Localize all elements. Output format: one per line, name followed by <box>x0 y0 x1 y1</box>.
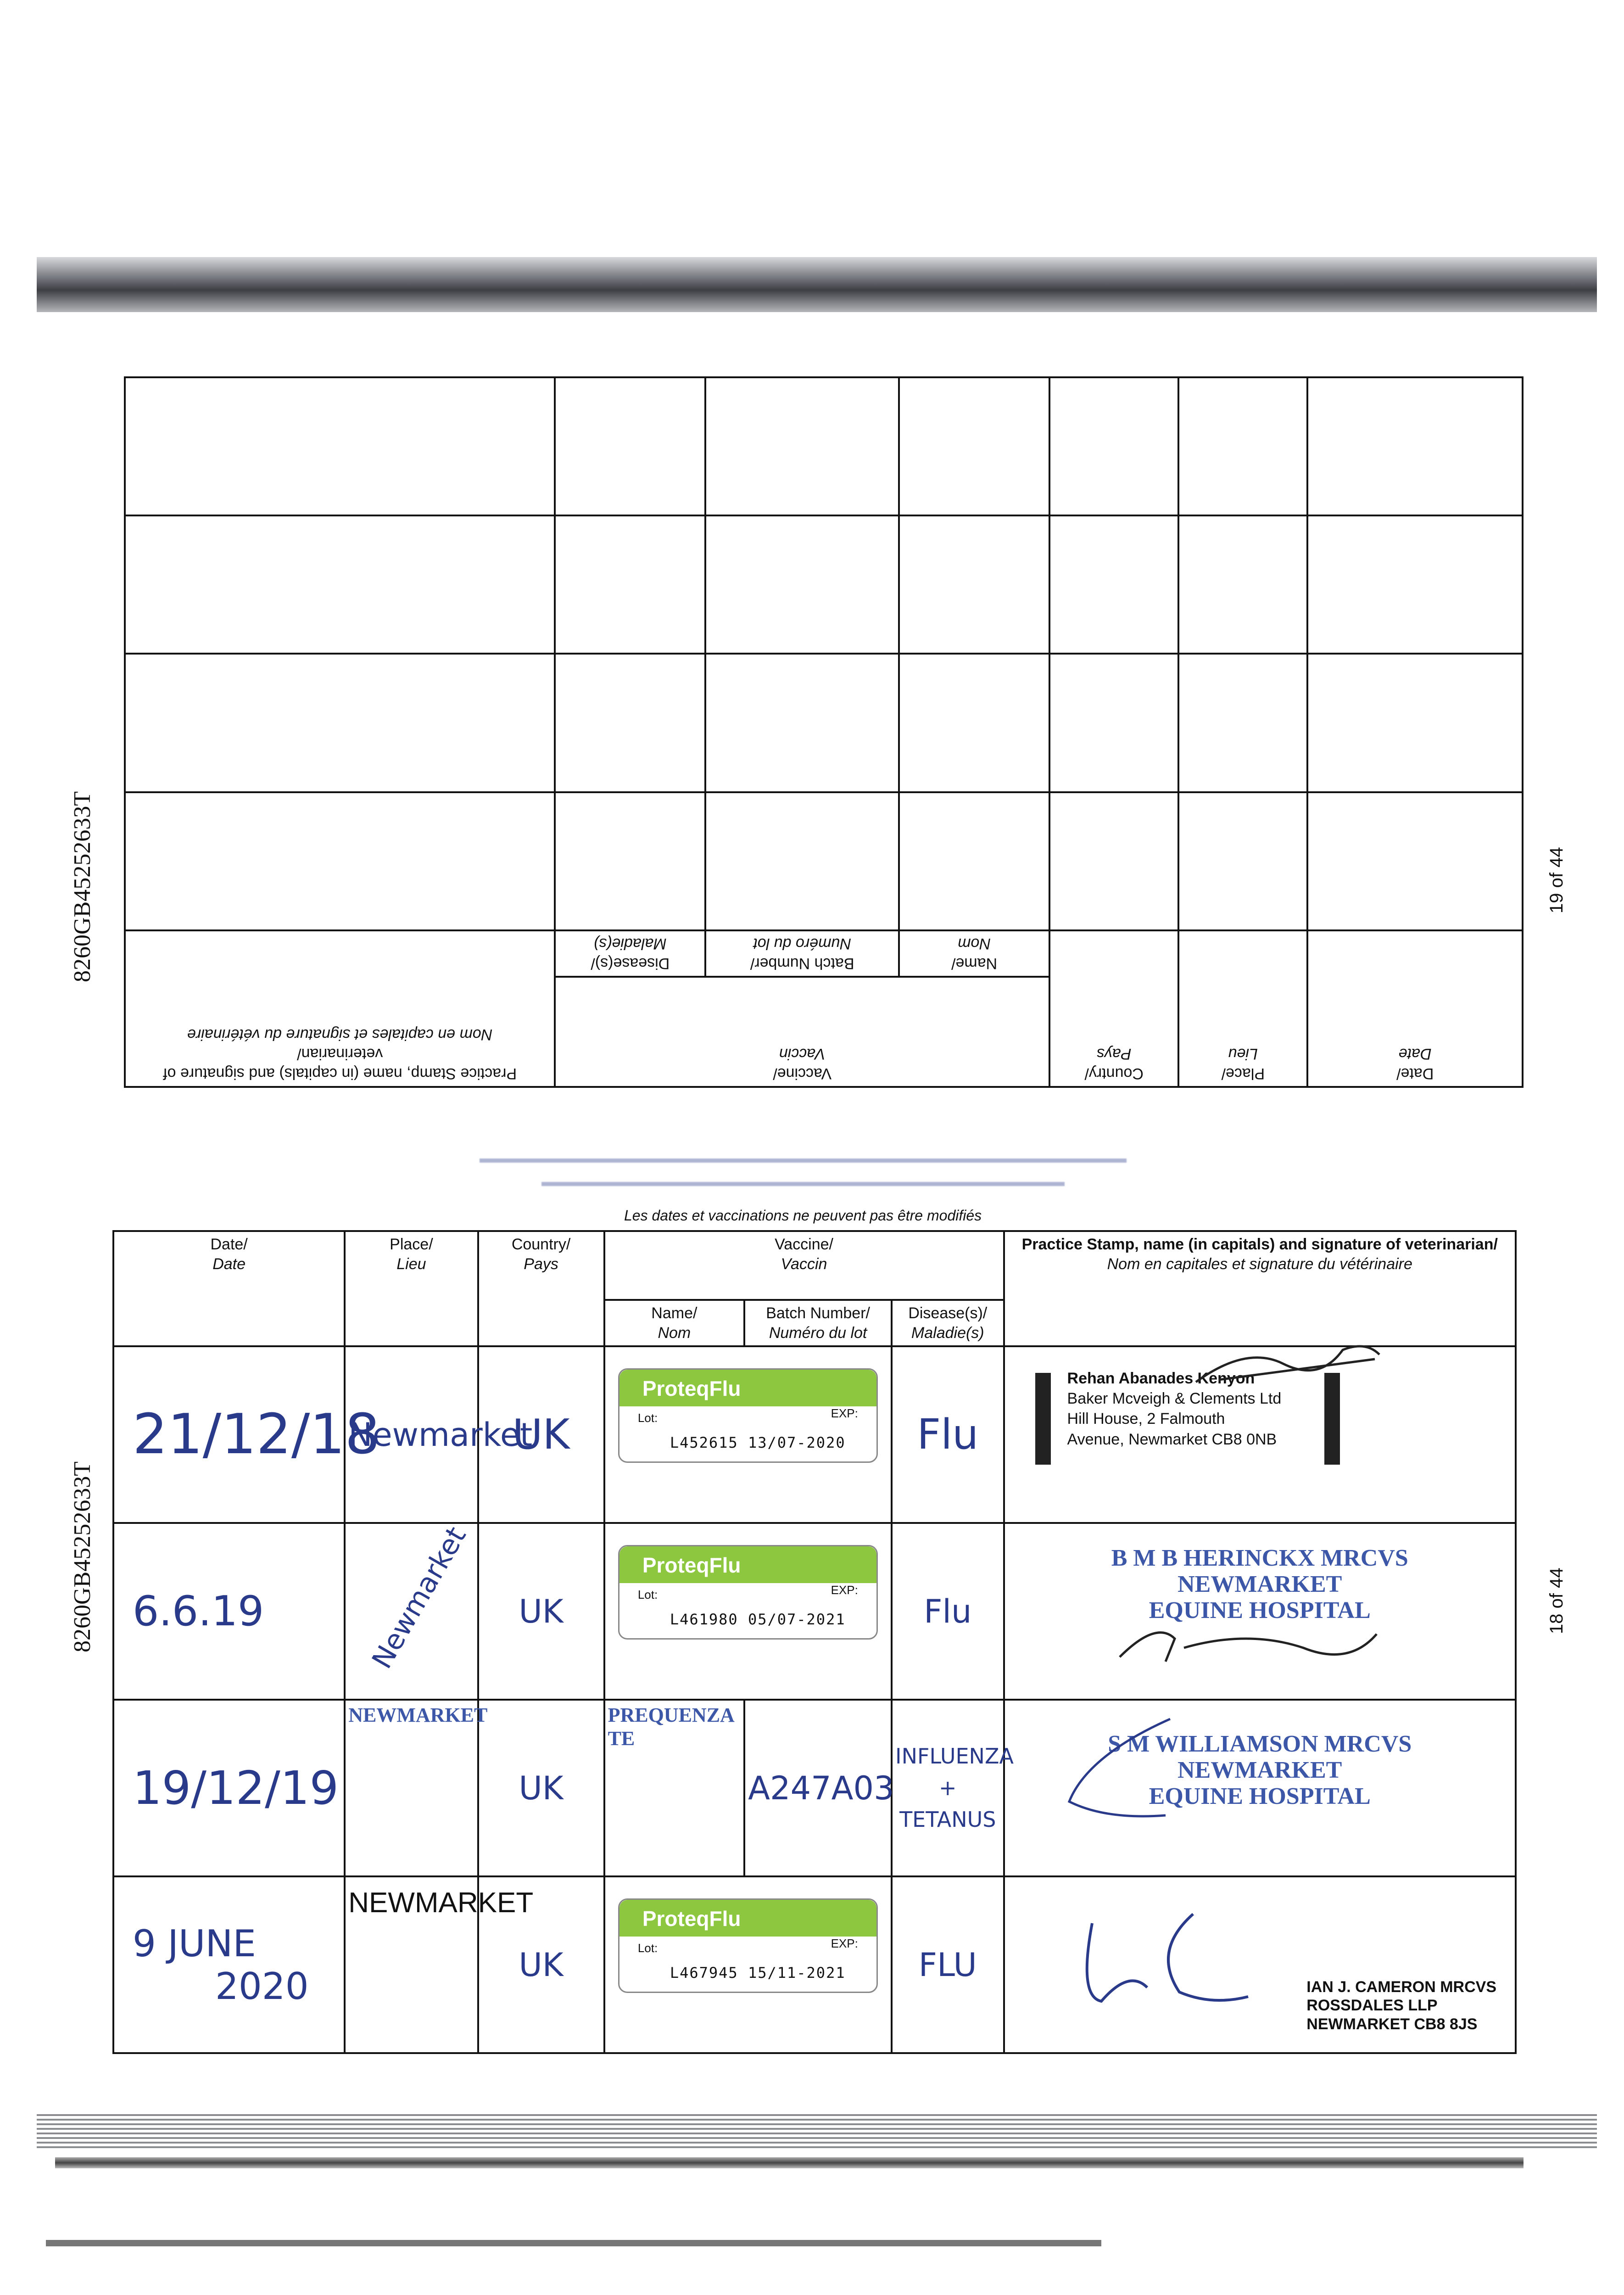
table-row <box>113 1346 1516 1523</box>
signature <box>1191 1336 1384 1391</box>
header-disease: Disease(s)/ Maladie(s) <box>892 1300 1004 1346</box>
batch-cell: A247A03 <box>744 1700 892 1876</box>
disease-cell: FLU <box>892 1876 1004 2053</box>
practice-stamp-cell <box>1004 1346 1516 1523</box>
table-row <box>113 1700 1516 1876</box>
lot-code: L467945 15/11-2021 <box>670 1964 846 1982</box>
practice-stamp: B M B HERINCKX MRCVS NEWMARKET EQUINE HOSPITAL <box>1111 1545 1408 1624</box>
vaccine-label-cell <box>604 1876 892 2053</box>
empty-row <box>125 515 1523 654</box>
proteqflu-sticker: ProteqFlu Lot: EXP: L467945 15/11-2021 <box>618 1898 878 1993</box>
header-date: Date/ Date <box>1307 930 1523 1087</box>
proteqflu-logo: ProteqFlu <box>642 1907 741 1931</box>
header-batch: Batch Number/ Numéro du lot <box>744 1300 892 1346</box>
proteqflu-logo: ProteqFlu <box>642 1377 741 1400</box>
scan-bottom-band <box>46 2240 1101 2246</box>
lot-code: L452615 13/07-2020 <box>670 1434 846 1451</box>
practice-stamp: Rehan Abanades Kenyon Baker Mcveigh & Clements Ltd Hill House, 2 Falmouth Avenue, Newmarket CB8 0NB <box>1008 1350 1512 1450</box>
vaccine-label-cell <box>604 1523 892 1700</box>
empty-row <box>125 792 1523 930</box>
header-vaccine: Vaccine/ Vaccin <box>555 977 1049 1087</box>
country-cell: UK <box>478 1346 604 1523</box>
place-cell: Newmarket <box>345 1523 478 1700</box>
page-number-lower: 18 of 44 <box>1546 1567 1567 1634</box>
header-place: Place/ Lieu <box>345 1231 478 1346</box>
table-row <box>113 1523 1516 1700</box>
empty-row <box>125 377 1523 515</box>
vaccine-label-cell <box>604 1346 892 1523</box>
disease-cell: Flu <box>892 1523 1004 1700</box>
page-number-upper: 19 of 44 <box>1546 847 1567 913</box>
header-name: Name/ Nom <box>604 1300 745 1346</box>
scan-bottom-band <box>37 2111 1597 2148</box>
place-cell: NEWMARKET <box>345 1700 478 1876</box>
signature <box>1111 1602 1386 1675</box>
date-cell: 9 JUNE 2020 <box>113 1876 345 2053</box>
proteqflu-sticker: ProteqFlu Lot: EXP: L452615 13/07-2020 <box>618 1368 878 1463</box>
doc-id-lower: 8260GB45252633T <box>69 1461 95 1652</box>
country-cell: UK <box>478 1523 604 1700</box>
signature <box>1074 1896 1294 2015</box>
date-cell: 21/12/18 <box>113 1346 345 1523</box>
disease-cell: Flu <box>892 1346 1004 1523</box>
header-vaccine: Vaccine/ Vaccin <box>604 1231 1004 1300</box>
practice-stamp-cell <box>1004 1700 1516 1876</box>
header-disease: Disease(s)/ Maladie(s) <box>555 930 705 977</box>
subtitle-note: Les dates et vaccinations ne peuvent pas être modifiés <box>624 1207 982 1224</box>
lower-vaccination-table <box>112 1230 1517 2052</box>
header-practice: Practice Stamp, name (in capitals) and signature of veterinarian/ Nom en capitales et signature du vétérinaire <box>125 930 555 1087</box>
header-country: Country/ Pays <box>478 1231 604 1346</box>
upper-vaccination-table <box>124 376 1524 1088</box>
header-date: Date/ Date <box>113 1231 345 1346</box>
place-cell: NEWMARKET <box>345 1876 478 2053</box>
header-name: Name/ Nom <box>899 930 1049 977</box>
practice-stamp: IAN J. CAMERON MRCVS ROSSDALES LLP NEWMARKET CB8 8JS <box>1306 1978 1496 2033</box>
scan-top-band <box>37 257 1597 312</box>
signature <box>1051 1710 1189 1829</box>
proteqflu-logo: ProteqFlu <box>642 1553 741 1577</box>
practice-stamp: S M WILLIAMSON MRCVS NEWMARKET EQUINE HOSPITAL <box>1108 1731 1412 1810</box>
doc-id-upper: 8260GB45252633T <box>69 791 95 982</box>
proteqflu-sticker: ProteqFlu Lot: EXP: L461980 05/07-2021 <box>618 1545 878 1640</box>
practice-stamp-cell <box>1004 1523 1516 1700</box>
date-cell: 6.6.19 <box>113 1523 345 1700</box>
practice-stamp-cell <box>1004 1876 1516 2053</box>
country-cell: UK <box>478 1700 604 1876</box>
header-batch: Batch Number/ Numéro du lot <box>705 930 899 977</box>
scan-bottom-band <box>55 2157 1524 2168</box>
vaccine-name-cell: PREQUENZA TE <box>604 1700 745 1876</box>
disease-cell: INFLUENZA + TETANUS <box>892 1700 1004 1876</box>
header-practice: Practice Stamp, name (in capitals) and signature of veterinarian/ Nom en capitales et signature du vétérinaire <box>1004 1231 1516 1346</box>
lot-code: L461980 05/07-2021 <box>670 1611 846 1628</box>
bleed-through-text: ▬▬▬▬▬▬▬▬▬▬▬▬▬▬▬▬▬▬▬▬▬▬▬▬▬▬▬▬▬▬▬▬▬▬▬▬▬▬ ▬▬▬▬▬▬▬▬▬▬▬▬▬▬▬▬▬▬▬▬▬▬▬▬▬▬▬▬▬▬▬▬▬▬▬▬▬▬▬▬▬▬▬▬▬▬▬ <box>480 1155 1127 1194</box>
place-cell: Newmarket <box>345 1346 478 1523</box>
empty-row <box>125 654 1523 792</box>
header-country: Country/ Pays <box>1049 930 1178 1087</box>
country-cell: UK <box>478 1876 604 2053</box>
table-row <box>113 1876 1516 2053</box>
date-cell: 19/12/19 <box>113 1700 345 1876</box>
header-place: Place/ Lieu <box>1178 930 1307 1087</box>
